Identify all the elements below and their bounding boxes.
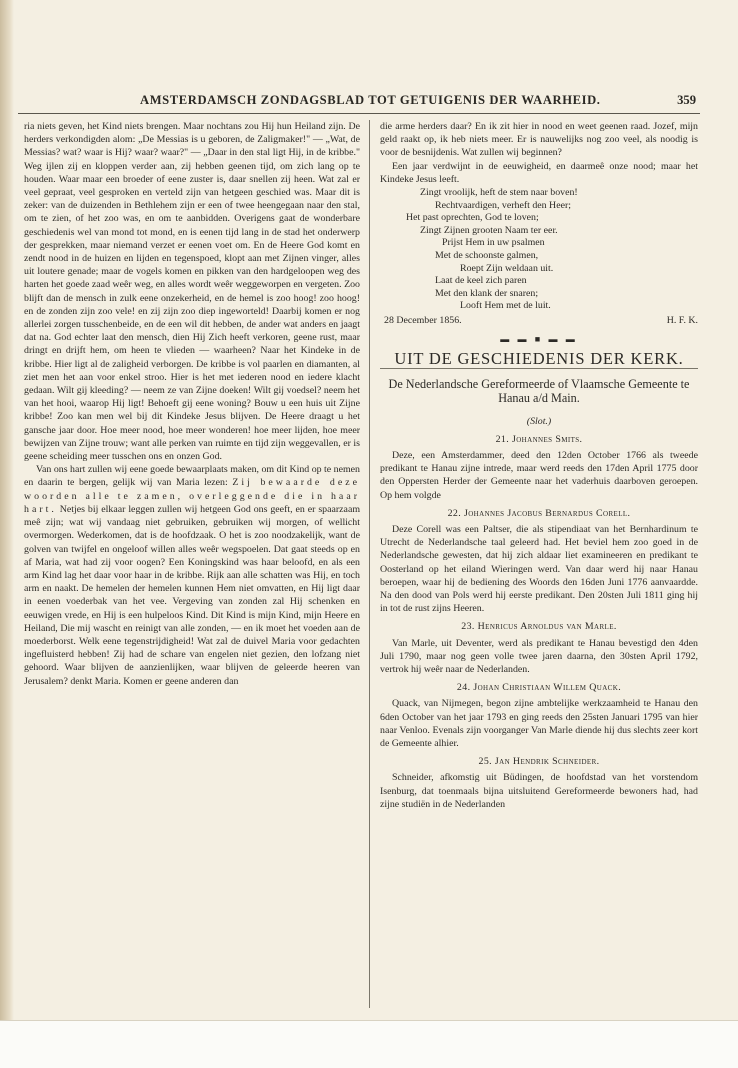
poem <box>380 187 698 313</box>
left-column <box>24 120 360 688</box>
item-text: Quack, van Nijmegen, begon zijne ambtelijke werkzaamheid te Hanau den 6den October van het jaar 1793 en ging reeds den 25sten Januari 1795 van hier naar Venloo. Evenals zijn voorganger Van Marle diende hij dus slechts zeer kort de Gemeente alhier. <box>380 698 698 750</box>
poem-line: Zingt Zijnen grooten Naam ter eer. <box>420 224 558 236</box>
item-text: Van Marle, uit Deventer, werd als predikant te Hanau bevestigd den 4den Juli 1790, maar nog geen volle twee jaren daarna, den 30sten April 1792, vertrok hij weêr naar de Nederlanden. <box>380 637 698 676</box>
left-paragraph-1: ria niets geven, het Kind niets brengen. Maar nochtans zou Hij hun Heiland zijn. De herders verkondigden alom: „De Messias is u geboren, de Zaligmaker!" — „Wat, de Messias? wat? waar is Hij? waar? waar?" — „Daar in den stal ligt Hij, in de kribbe." Weg ijlen zij en kloppen verder aan, zij hebben geenen tijd, om zich lang op te houden. Waar maar een broeder of eene zuster is, daar snellen zij heen. Wat zal er veel gepraat, veel gesproken en verteld zijn van hetgeen geschied was. Maar dit is zeker: van de duizenden in Bethlehem zijn er een of twee heengegaan naar den stal, om te zien, of het zoo was, en om te aanbidden. Overigens gaat de wonderbare geschiedenis wel van mond tot mond, en is eenen tijd lang in de stad het onderwerp der gesprekken, maar niemand verzet er eenen voet om. En de Heere God komt en zendt nood in de huizen en lijden en tegenspoed, klopt aan met Zijnen vinger, alles uit loutere genade; maar de vogels komen en pikken van den hardgeloopen weg des harten het goede zaad weêr weg, en alles wordt weêr weggeworpen en vergeten. Zoo blijft dan de mensch in zulk eene onzekerheid, en de hemel is zoo hoog! zoo hoog! en de zonden zijn zoo vele! en zij zijn zoo diep ingeworteld! Daarbij komen er nog allerlei zorgen tusschenbeide, en de een wil dit hebben, de ander wat anders en jaagt dat na. God echter laat den mensch, dien Hij Zich heeft verkoren, geene rust, maar dringt en drijft hem, om heen te vlieden — waarheen? Naar het Kindeke in de kribbe. Hier ligt al de zaligheid verborgen. De kribbe is vol paarlen en diamanten, al ziet men het aan voor enkel stroo. Hier is het met iederen nood en iedere klacht gedaan. Wilt gij kleeding? — neem ze van Zijne doeken! Wilt gij voedsel? neem het van het hooi, waarop Hij ligt! Behoeft gij eene woning? Bouw u een huis uit Zijne kribbe! Zoo kan men wel bij dit Kindeke Jesus blijven. De Heere draagt u het gansche jaar door. Hoe meer nood, hoe meer wonderen! hoe meer lijden, hoe meer bewijzen van Zijne trouw; want alle perken van ruimte en tijd zijn weggevallen, er is geene scheiding meer tusschen ons en onzen God. <box>24 121 360 463</box>
poem-line: Looft Hem met de luit. <box>460 300 551 312</box>
page-number: 359 <box>677 93 696 107</box>
ornament-divider: ▬ ▬ ■ ▬ ▬ <box>500 334 578 345</box>
right-column <box>380 120 698 811</box>
slot-label: (Slot.) <box>526 415 552 427</box>
running-head <box>0 93 738 111</box>
item-text: Deze, een Amsterdammer, deed den 12den October 1766 als tweede predikant te Hanau zijne intrede, maar werd reeds den 17den April 1775 door den Oppersten Herder der Gemeente naar het vaderhuis daarboven geroepen. Op hem volgde <box>380 449 698 501</box>
poem-line: Roept Zijn weldaan uit. <box>460 262 554 274</box>
poem-line: Laat de keel zich paren <box>435 275 527 287</box>
header-rule <box>18 113 700 114</box>
poem-line: Met den klank der snaren; <box>435 287 539 299</box>
signature-date: 28 December 1856. <box>384 314 462 326</box>
poem-line: Rechtvaardigen, verheft den Heer; <box>435 199 571 211</box>
column-divider <box>369 120 370 1008</box>
left-paragraph-2 <box>24 463 360 687</box>
item-heading: 24. Johan Christiaan Willem Quack. <box>456 682 622 694</box>
item-text: Schneider, afkomstig uit Büdingen, de hoofdstad van het vorstendom Isenburg, dat toenmaals bijna uitsluitend Gereformeerde bewoners had, had zijne studiën in de Nederlanden <box>380 772 698 810</box>
right-opening-paragraph: die arme herders daar? En ik zit hier in nood en weet geenen raad. Jozef, mijn geld raakt op, ik heb niets meer. Er is nauwelijks nog zoo veel, als noodig is voor de besnijdenis. Wat zullen wij beginnen? <box>380 121 698 159</box>
poem-line: Met de schoonste galmen, <box>435 249 539 261</box>
item-heading: 25. Jan Hendrik Schneider. <box>478 756 600 768</box>
running-title: AMSTERDAMSCH ZONDAGSBLAD TOT GETUIGENIS DER WAARHEID. <box>140 93 601 107</box>
signature <box>380 314 698 327</box>
item-heading: 22. Johannes Jacobus Bernardus Corell. <box>447 507 631 519</box>
left-paragraph-2-start: Van ons hart zullen wij eene goede bewaarplaats maken, om dit Kind op te nemen en daarin te bergen, gelijk wij van Maria lezen: <box>24 464 360 489</box>
poem-line: Prijst Hem in uw psalmen <box>442 237 545 249</box>
poem-line: Zingt vroolijk, heft de stem naar boven! <box>420 187 578 199</box>
signature-initials: H. F. K. <box>666 314 698 326</box>
left-paragraph-2-end: Netjes bij elkaar leggen zullen wij hetgeen God ons geeft, en er spaarzaam meê zijn; wat wij vandaag niet gebruiken, gebruiken wij morgen, of wellicht overmorgen. Wederkomen, dat is de hoofdzaak. O het is zoo noodzakelijk, want de golven van twijfel en ongeloof willen alles weêr wegspoelen. Dat gaat steeds op en af Maria, wat had zij voor oogen? Een Koningskind was haar beloofd, en als een arm Kind lag het daar voor haar in de kribbe. Rijk aan alle schatten was Hij, en toch arm en naakt. De hemelen der hemelen kunnen Hem niet omvatten, en Hij ligt daar in eenen voederbak van het vee. Vergeving van zonden zal Hij schenken en eeuwigen vrede, en Hij is een hulpeloos Kind. Dit Kind is mijn Kind, mijn Heere en Heiland, Die mij wascht en reinigt van alle zonden, — en ik moet het voeden aan de moederborst. Welk eene tegenstrijdigheid! Wat zal de duivel Maria voor gedachten ingefluisterd hebben! Zij had de schare van engelen niet gezien, den lofzang niet gehoord. Waar blijven de aanzienlijken, waar blijven de geleerde heeren van Jerusalem? denkt Maria. Komen er geene anderen dan <box>24 503 361 687</box>
item-heading: 23. Henricus Arnoldus van Marle. <box>461 621 617 633</box>
spaced-quotation: Zij bewaarde deze woorden alle te zamen, overleggende die in haar hart. <box>24 477 361 515</box>
poem-line: Het past oprechten, God te loven; <box>406 212 539 224</box>
item-heading: 21. Johannes Smits. <box>495 433 583 445</box>
section-subtitle: De Nederlandsche Gereformeerde of Vlaamsche Gemeente te Hanau a/d Main. <box>388 376 690 405</box>
item-text: Deze Corell was een Paltser, die als stipendiaat van het Bernhardinum te Utrecht de Nederlandsche taal geleerd had. Het beviel hem zoo goed in de Nederlandsche gewesten, dat hij zich aldaar liet examineeren en predikant te Oosterland op het eiland Wieringen werd. Van daar werd hij naar Hanau beroepen, waar hij de bediening des Woords den 16den Juni 1776 aanvaardde. Na den dood van Pols werd hij eerste predikant. Den 20sten Juli 1811 ging hij in tot de rust zijns Heeren. <box>380 523 698 615</box>
section-title: UIT DE GESCHIEDENIS DER KERK. <box>380 352 698 368</box>
year-paragraph: Een jaar verdwijnt in de eeuwigheid, en daarmeê onze nood; maar het Kindeke Jesus leeft. <box>380 160 698 185</box>
